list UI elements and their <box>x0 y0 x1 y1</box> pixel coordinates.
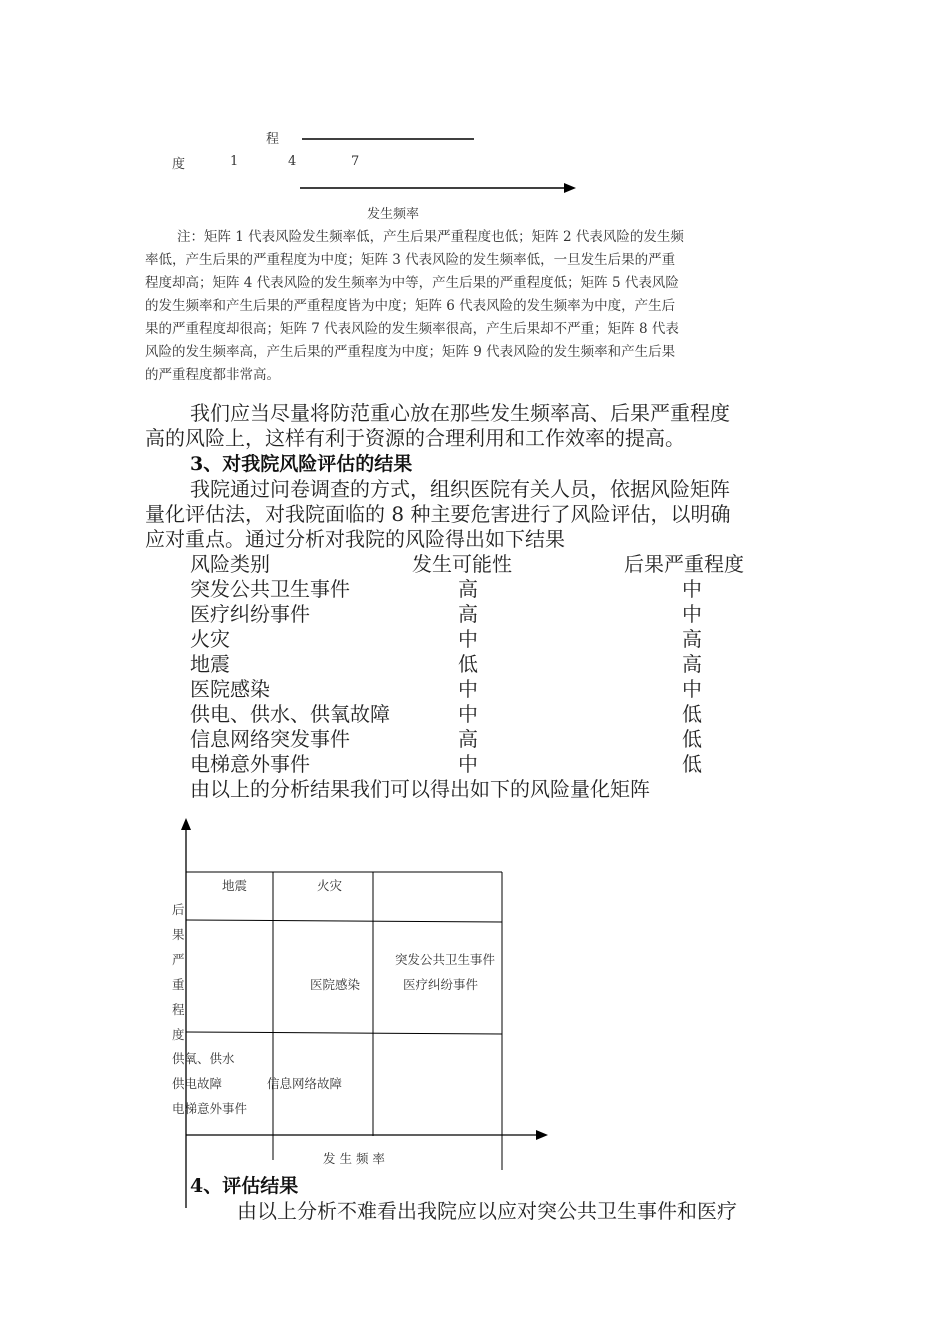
matrix-y-char-3: 严 <box>172 952 185 967</box>
top-y-label-char-1: 程 <box>266 132 280 147</box>
matrix-y-char-6: 度 <box>172 1027 185 1042</box>
top-tick-1: 1 <box>230 154 239 169</box>
section-heading-4: 4、评估结果 <box>190 1175 299 1197</box>
table-row-1-likelihood: 高 <box>458 577 478 601</box>
note-line-5: 果的严重程度却很高；矩阵 7 代表风险的发生频率很高，产生后果却不严重；矩阵 8 代表 <box>145 321 679 337</box>
top-x-axis-arrow <box>564 183 576 193</box>
cell-tufa: 突发公共卫生事件 <box>395 952 496 967</box>
table-row-1-category: 突发公共卫生事件 <box>190 577 350 601</box>
matrix-y-char-2: 果 <box>172 927 185 942</box>
cell-yiliao: 医疗纠纷事件 <box>403 977 479 992</box>
cell-xinxi: 信息网络故障 <box>267 1076 343 1091</box>
top-x-axis-label: 发生频率 <box>367 207 420 222</box>
table-header-likelihood: 发生可能性 <box>412 552 512 576</box>
note-line-6: 风险的发生频率高，产生后果的严重程度为中度；矩阵 9 代表风险的发生频率和产生后果 <box>145 344 676 360</box>
top-y-label-char-2: 度 <box>172 157 186 172</box>
grid-h-2 <box>186 1032 502 1034</box>
para4: 由以上分析不难看出我院应以应对突公共卫生事件和医疗 <box>237 1199 737 1223</box>
note-line-7: 的严重程度都非常高。 <box>145 367 280 383</box>
cell-ganran: 医院感染 <box>310 977 361 992</box>
table-row-7-severity: 低 <box>682 727 702 751</box>
matrix-y-char-5: 程 <box>172 1002 185 1017</box>
cell-huozai: 火灾 <box>317 878 343 893</box>
cell-dianti: 电梯意外事件 <box>172 1101 248 1116</box>
table-row-4-category: 地震 <box>190 652 230 676</box>
table-row-4-likelihood: 低 <box>458 652 478 676</box>
cell-dizhen: 地震 <box>222 878 248 893</box>
matrix-y-char-4: 重 <box>172 977 185 992</box>
table-row-5-severity: 中 <box>682 677 702 701</box>
table-row-2-severity: 中 <box>682 602 702 626</box>
para1-line-2: 高的风险上，这样有利于资源的合理利用和工作效率的提高。 <box>145 426 685 450</box>
table-row-3-likelihood: 中 <box>458 627 478 651</box>
table-row-1-severity: 中 <box>682 577 702 601</box>
table-row-3-severity: 高 <box>682 627 702 651</box>
table-row-5-category: 医院感染 <box>190 677 270 701</box>
table-row-8-severity: 低 <box>682 752 702 776</box>
table-row-5-likelihood: 中 <box>458 677 478 701</box>
note-line-2: 率低，产生后果的严重程度为中度；矩阵 3 代表风险的发生频率低，一旦发生后果的严重 <box>145 252 676 268</box>
table-row-6-likelihood: 中 <box>458 702 478 726</box>
table-row-7-category: 信息网络突发事件 <box>190 727 350 751</box>
table-header-category: 风险类别 <box>190 552 270 576</box>
matrix-x-axis-arrow <box>536 1130 548 1140</box>
table-row-4-severity: 高 <box>682 652 702 676</box>
note-line-1: 注：矩阵 1 代表风险发生频率低，产生后果严重程度也低；矩阵 2 代表风险的发生频 <box>177 229 684 245</box>
para3: 由以上的分析结果我们可以得出如下的风险量化矩阵 <box>190 777 650 801</box>
top-tick-7: 7 <box>351 154 360 169</box>
top-tick-4: 4 <box>288 154 297 169</box>
cell-gongyang: 供氧、供水 <box>172 1051 235 1066</box>
section-heading-3: 3、对我院风险评估的结果 <box>190 453 413 475</box>
matrix-x-axis-label: 发 生 频 率 <box>323 1151 385 1166</box>
note-line-3: 程度却高；矩阵 4 代表风险的发生频率为中等，产生后果的严重程度低；矩阵 5 代表风险 <box>145 275 679 291</box>
table-row-6-category: 供电、供水、供氧故障 <box>190 702 390 726</box>
cell-gongdian: 供电故障 <box>172 1076 223 1091</box>
para2-line-2: 量化评估法，对我院面临的 8 种主要危害进行了风险评估，以明确 <box>145 502 731 526</box>
table-row-6-severity: 低 <box>682 702 702 726</box>
table-row-2-likelihood: 高 <box>458 602 478 626</box>
table-row-8-category: 电梯意外事件 <box>190 752 310 776</box>
table-row-2-category: 医疗纠纷事件 <box>190 602 310 626</box>
para1-line-1: 我们应当尽量将防范重心放在那些发生频率高、后果严重程度 <box>190 401 730 425</box>
table-row-7-likelihood: 高 <box>458 727 478 751</box>
matrix-y-axis-arrow <box>181 818 191 830</box>
para2-line-3: 应对重点。通过分析对我院的风险得出如下结果 <box>145 527 565 551</box>
para2-line-1: 我院通过问卷调查的方式，组织医院有关人员，依据风险矩阵 <box>190 477 730 501</box>
table-row-3-category: 火灾 <box>190 627 230 651</box>
grid-h-1 <box>186 920 502 922</box>
note-line-4: 的发生频率和产生后果的严重程度皆为中度；矩阵 6 代表风险的发生频率为中度，产生后 <box>145 298 676 314</box>
table-row-8-likelihood: 中 <box>458 752 478 776</box>
matrix-y-char-1: 后 <box>172 902 185 917</box>
table-header-severity: 后果严重程度 <box>624 552 744 576</box>
